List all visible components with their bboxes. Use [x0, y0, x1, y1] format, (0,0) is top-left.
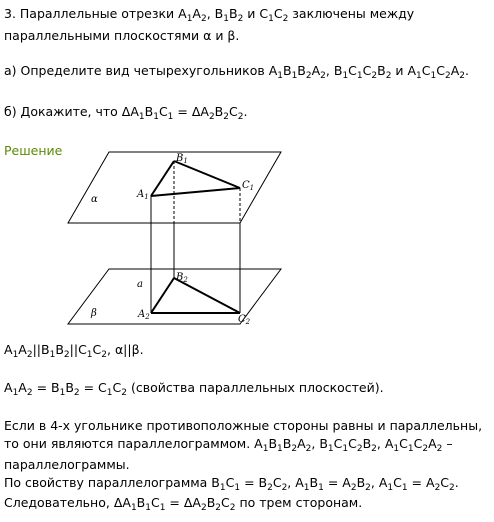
problem-part-b: б) Докажите, что $\Delta A_1B_1C_1 = \Delta A_2B_2C_2$.: [4, 104, 248, 122]
label-alpha: α: [91, 194, 98, 205]
solution-paragraph-4-line-1: По свойству параллелограмма $B_1C_1 = B_2C_2$, $A_1B_1 = A_2B_2$, $A_1C_1 = A_2C_2$.: [4, 475, 459, 493]
label-a: a: [137, 279, 143, 290]
solution-statement-1: $A_1A_2||B_1B_2||C_1C_2$, α||β.: [4, 342, 144, 360]
solution-paragraph-3-line-1: Если в 4-х угольнике противоположные стороны равны и параллельны,: [4, 418, 483, 433]
label-b1: $B_1$: [176, 153, 188, 165]
label-c1: $C_1$: [242, 180, 255, 192]
solution-paragraph-3-line-2: то они являются параллелограммом. $A_1B_1B_2A_2$, $B_1C_1C_2B_2$, $A_1C_1C_2A_2$ –: [4, 436, 453, 454]
solution-heading: Решение: [4, 143, 63, 158]
label-a2: $A_2$: [138, 309, 150, 321]
problem-line-1: 3. Параллельные отрезки $A_1A_2$, $B_1B_2$ и $C_1C_2$ заключены между: [4, 6, 415, 24]
solution-paragraph-4-line-2: Следовательно, $\Delta A_1B_1C_1 = \Delta A_2B_2C_2$ по трем сторонам.: [4, 495, 363, 513]
label-b2: $B_2$: [176, 272, 188, 284]
solution-statement-2: $A_1A_2 = B_1B_2 = C_1C_2$ (свойства параллельных плоскостей).: [4, 380, 384, 398]
problem-part-a: а) Определите вид четырехугольников $A_1B_1B_2A_2$, $B_1C_1C_2B_2$ и $A_1C_1C_2A_2$.: [4, 63, 469, 81]
edge-a2-b2: [151, 278, 174, 313]
label-beta: β: [91, 308, 97, 319]
edge-a1-b1: [151, 161, 174, 196]
label-c2: $C_2$: [238, 314, 251, 326]
solution-paragraph-3-line-3: параллелограммы.: [4, 457, 130, 472]
problem-line-2: параллельными плоскостями α и β.: [4, 28, 240, 43]
label-a1: $A_1$: [137, 189, 149, 201]
edge-a1-c1: [151, 188, 240, 196]
edge-b1-c1: [174, 161, 240, 188]
